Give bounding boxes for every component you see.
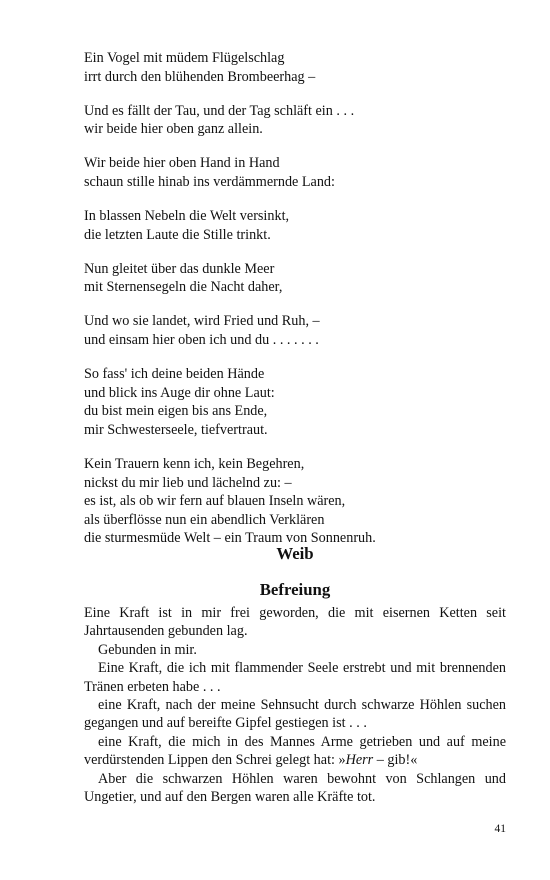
verse-line: So fass' ich deine beiden Hände [84,366,265,383]
poem-text [84,49,514,563]
page-number: 41 [494,823,506,835]
stanza [84,154,514,191]
paragraph: Gebunden in mir. [98,641,197,658]
verse-line: In blassen Nebeln die Welt versinkt, [84,208,290,225]
paragraph: Eine Kraft ist in mir frei geworden, die mit eisernen Ketten seit Jahrtausenden gebunden lag. [84,605,506,640]
verse-line: Nun gleitet über das dunkle Meer [84,260,275,277]
paragraph-text: eine Kraft, die mich in des Mannes Arme getrieben und auf meine verdürstenden Lippen den Schrei gelegt hat: » [84,733,506,769]
stanza [84,455,514,548]
paragraph: eine Kraft, nach der meine Sehnsucht durch schwarze Höhlen suchen gegangen und auf bereifte Gipfel gestiegen ist . . . [84,697,506,732]
paragraph-text: – gib!« [373,752,418,769]
verse-line: und blick ins Auge dir ohne Laut: [84,384,275,401]
verse-line: mir Schwesterseele, tiefvertraut. [84,421,268,438]
paragraph: Aber die schwarzen Höhlen waren bewohnt von Schlangen und Ungetier, und auf den Bergen waren alle Kräfte tot. [84,770,506,806]
prose-text [84,604,506,806]
verse-line: die letzten Laute die Stille trinkt. [84,226,271,243]
paragraph [84,733,506,770]
emphasized-word: Herr [345,752,374,769]
poem-title: Befreiung [259,580,331,599]
verse-line: Und es fällt der Tau, und der Tag schläft ein . . . [84,102,355,119]
verse-line: mit Sternensegeln die Nacht daher, [84,279,283,296]
stanza [84,207,514,244]
stanza [84,312,514,349]
stanza [84,260,514,297]
verse-line: und einsam hier oben ich und du . . . . . . . [84,332,319,349]
verse-line: als überflösse nun ein abendlich Verklären [84,511,325,528]
verse-line: Ein Vogel mit müdem Flügelschlag [84,50,285,66]
verse-line: Und wo sie landet, wird Fried und Ruh, – [84,313,320,330]
verse-line: irrt durch den blühenden Brombeerhag – [84,68,316,85]
verse-line: Wir beide hier oben Hand in Hand [84,155,280,172]
stanza [84,102,514,139]
verse-line: schaun stille hinab ins verdämmernde Land: [84,173,335,190]
paragraph: Eine Kraft, die ich mit flammender Seele erstrebt und mit brennenden Tränen erbeten habe . . . [84,660,506,695]
verse-line: wir beide hier oben ganz allein. [84,121,263,138]
verse-line: die sturmesmüde Welt – ein Traum von Sonnenruh. [84,530,376,547]
section-title: Weib [276,544,314,563]
verse-line: nickst du mir lieb und lächelnd zu: – [84,474,292,491]
stanza [84,49,514,86]
stanza [84,365,514,439]
verse-line: Kein Trauern kenn ich, kein Begehren, [84,456,305,472]
verse-line: du bist mein eigen bis ans Ende, [84,403,268,420]
verse-line: es ist, als ob wir fern auf blauen Inseln wären, [84,493,346,510]
